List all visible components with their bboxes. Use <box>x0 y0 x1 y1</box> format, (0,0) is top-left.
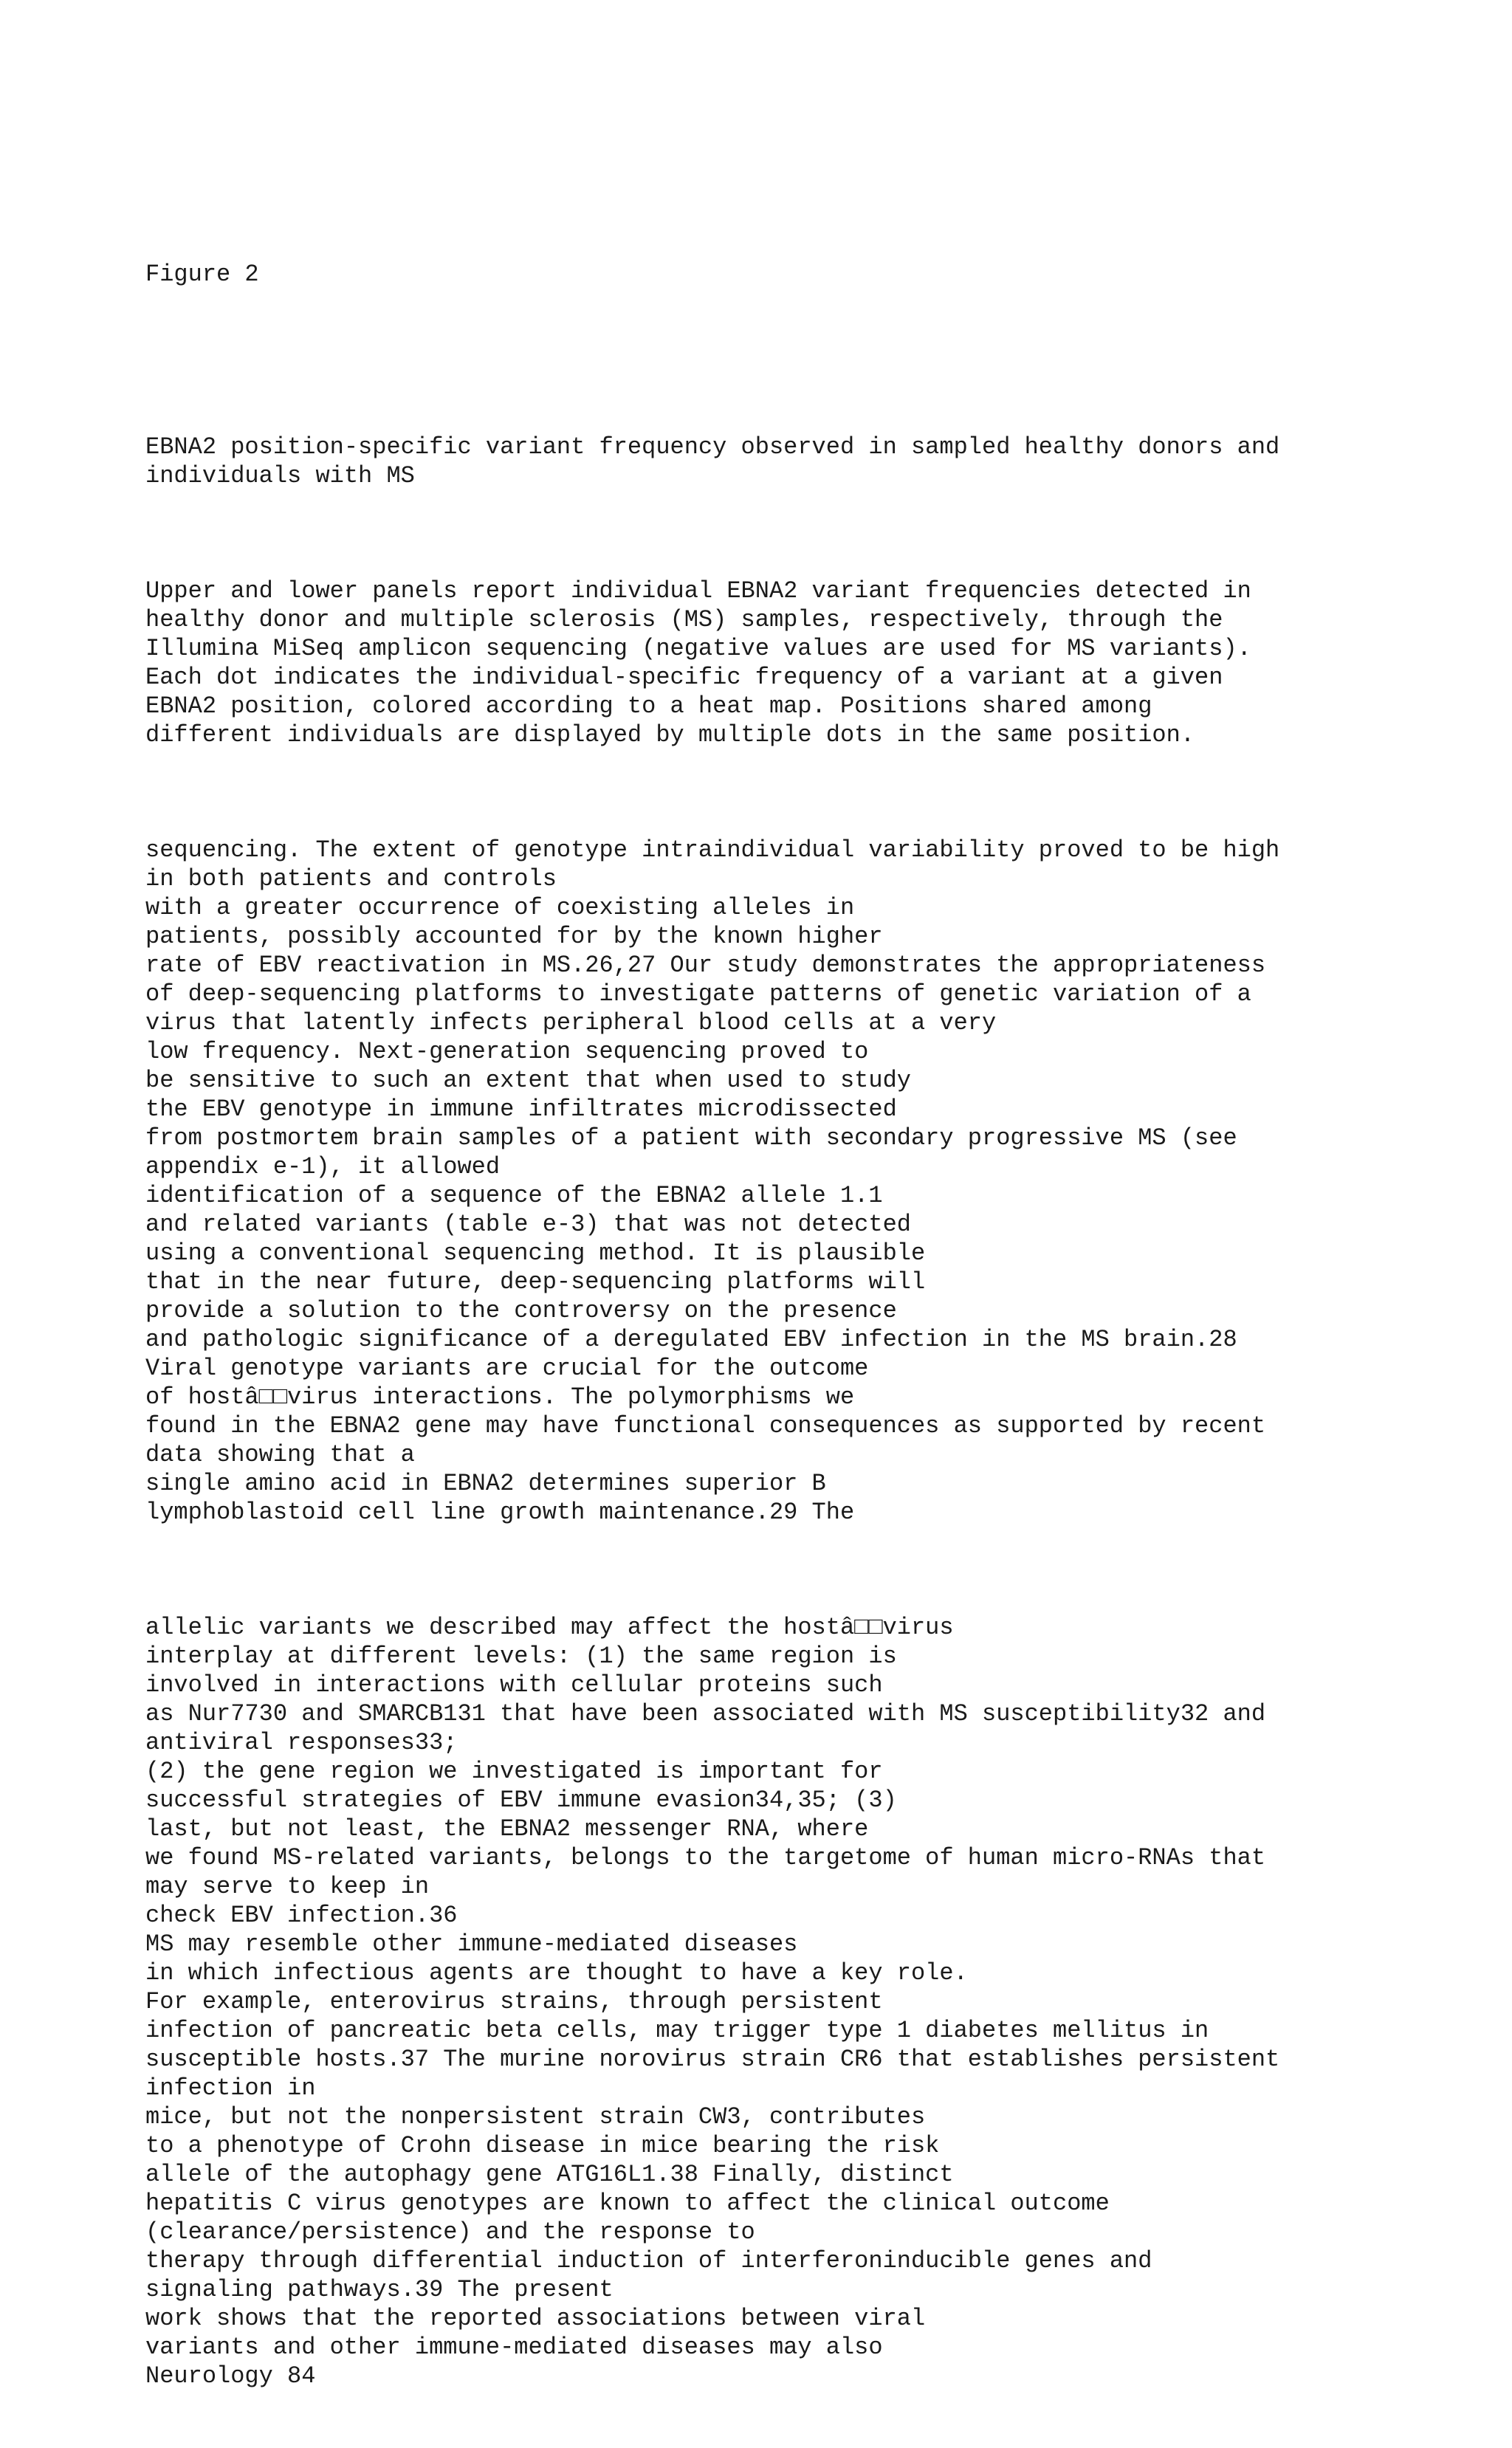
text-line: last, but not least, the EBNA2 messenger RNA, where <box>145 1815 869 1843</box>
text-line: of deep-sequencing platforms to investigate patterns of genetic variation of a <box>145 980 1251 1008</box>
text-line: of hostâ□□virus interactions. The polymorphisms we <box>145 1383 855 1411</box>
text-line: we found MS-related variants, belongs to the targetome of human micro-RNAs that <box>145 1844 1266 1871</box>
text-line: patients, possibly accounted for by the known higher <box>145 923 883 950</box>
text-line: Each dot indicates the individual-specific frequency of a variant at a given <box>145 664 1223 691</box>
text-line: sequencing. The extent of genotype intraindividual variability proved to be high <box>145 836 1280 864</box>
text-line: lymphoblastoid cell line growth maintenance.29 The <box>145 1499 855 1526</box>
text-line: in which infectious agents are thought to have a key role. <box>145 1959 968 1987</box>
text-line: (clearance/persistence) and the response to <box>145 2218 755 2246</box>
text-line: variants and other immune-mediated diseases may also <box>145 2334 883 2361</box>
text-line: data showing that a <box>145 1441 415 1468</box>
text-line: MS may resemble other immune-mediated diseases <box>145 1930 798 1958</box>
text-line: involved in interactions with cellular proteins such <box>145 1671 883 1699</box>
text-line: infection in <box>145 2074 316 2102</box>
text-line: Viral genotype variants are crucial for the outcome <box>145 1355 869 1382</box>
text-line: mice, but not the nonpersistent strain CW3, contributes <box>145 2103 926 2131</box>
text-line: and related variants (table e-3) that was not detected <box>145 1211 911 1238</box>
text-line: EBNA2 position, colored according to a heat map. Positions shared among <box>145 692 1152 720</box>
text-line: EBNA2 position-specific variant frequency observed in sampled healthy donors and <box>145 433 1280 461</box>
text-line: the EBV genotype in immune infiltrates microdissected <box>145 1096 897 1123</box>
text-line: and pathologic significance of a deregulated EBV infection in the MS brain.28 <box>145 1326 1237 1353</box>
text-line: different individuals are displayed by multiple dots in the same position. <box>145 721 1195 749</box>
text-line: Neurology 84 <box>145 2362 316 2390</box>
text-line: allelic variants we described may affect the hostâ□□virus <box>145 1614 954 1641</box>
text-line: single amino acid in EBNA2 determines superior B <box>145 1470 826 1497</box>
text-line: identification of a sequence of the EBNA2 allele 1.1 <box>145 1182 883 1209</box>
text-line: susceptible hosts.37 The murine norovirus strain CR6 that establishes persistent <box>145 2046 1280 2073</box>
figure-label: Figure 2 <box>145 261 259 288</box>
document-page <box>145 145 1401 2448</box>
text-line: check EBV infection.36 <box>145 1902 458 1929</box>
text-line: virus that latently infects peripheral blood cells at a very <box>145 1009 997 1036</box>
text-line: from postmortem brain samples of a patient with secondary progressive MS (see <box>145 1124 1237 1152</box>
figure-label-block <box>145 202 1401 346</box>
text-line: with a greater occurrence of coexisting alleles in <box>145 894 855 921</box>
text-line: may serve to keep in <box>145 1873 430 1900</box>
text-line: to a phenotype of Crohn disease in mice bearing the risk <box>145 2132 940 2159</box>
text-line: be sensitive to such an extent that when used to study <box>145 1067 911 1094</box>
text-line: provide a solution to the controversy on the presence <box>145 1297 897 1324</box>
text-line: interplay at different levels: (1) the same region is <box>145 1643 897 1670</box>
text-line: found in the EBNA2 gene may have functional consequences as supported by recent <box>145 1412 1266 1440</box>
body-text-block-1 <box>145 836 1401 1527</box>
body-text-block-2 <box>145 1613 1401 2390</box>
text-line: Upper and lower panels report individual EBNA2 variant frequencies detected in <box>145 577 1251 605</box>
text-line: antiviral responses33; <box>145 1729 458 1756</box>
text-line: hepatitis C virus genotypes are known to affect the clinical outcome <box>145 2190 1110 2217</box>
text-line: low frequency. Next-generation sequencing proved to <box>145 1038 869 1065</box>
text-line: (2) the gene region we investigated is important for <box>145 1758 883 1785</box>
text-line: using a conventional sequencing method. It is plausible <box>145 1240 926 1267</box>
text-line: appendix e-1), it allowed <box>145 1153 501 1180</box>
text-line: successful strategies of EBV immune evasion34,35; (3) <box>145 1787 897 1814</box>
text-line: infection of pancreatic beta cells, may trigger type 1 diabetes mellitus in <box>145 2017 1209 2044</box>
text-line: therapy through differential induction of interferoninducible genes and <box>145 2247 1152 2275</box>
text-line: Illumina MiSeq amplicon sequencing (negative values are used for MS variants). <box>145 635 1251 662</box>
text-line: For example, enterovirus strains, through persistent <box>145 1988 883 2015</box>
text-line: signaling pathways.39 The present <box>145 2276 614 2303</box>
figure-caption <box>145 577 1401 749</box>
text-line: as Nur7730 and SMARCB131 that have been associated with MS susceptibility32 and <box>145 1700 1266 1727</box>
text-line: in both patients and controls <box>145 865 557 893</box>
text-line: individuals with MS <box>145 462 415 489</box>
text-line: healthy donor and multiple sclerosis (MS) samples, respectively, through the <box>145 606 1223 633</box>
text-line: work shows that the reported associations between viral <box>145 2305 926 2332</box>
text-line: that in the near future, deep-sequencing platforms will <box>145 1268 926 1296</box>
figure-title <box>145 433 1401 490</box>
text-line: rate of EBV reactivation in MS.26,27 Our study demonstrates the appropriateness <box>145 952 1266 979</box>
text-line: allele of the autophagy gene ATG16L1.38 Finally, distinct <box>145 2161 954 2188</box>
